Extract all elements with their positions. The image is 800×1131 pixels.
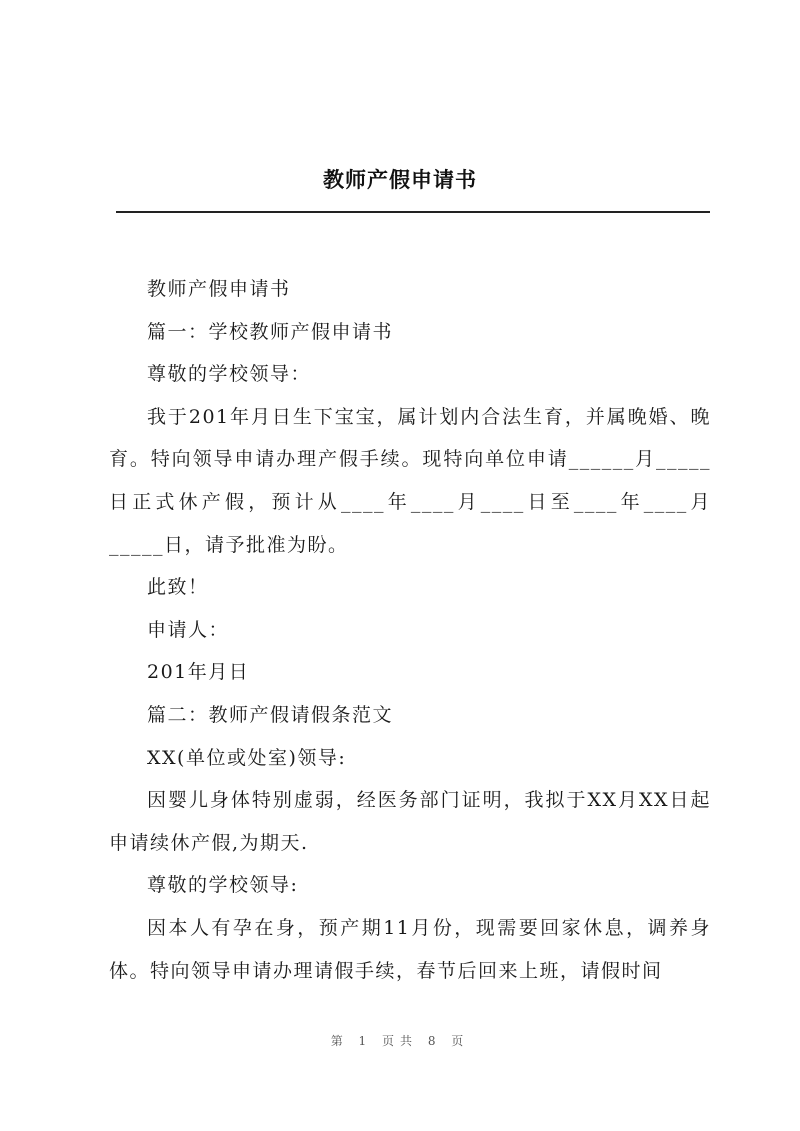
paragraph-heading: 教师产假申请书 [147, 278, 291, 300]
paragraph-date: 201年月日 [147, 661, 250, 684]
document-body [109, 268, 711, 992]
paragraph-salutation: 尊敬的学校领导： [147, 363, 312, 386]
paragraph-leave-request: 因本人有孕在身，预产期11月份，现需要回家休息，调养身体。特向领导申请办理请假手续，春节后回来上班，请假时间 [109, 916, 711, 982]
title-divider [116, 211, 710, 213]
paragraph-addressee: XX(单位或处室)领导: [147, 746, 347, 769]
paragraph-applicant: 申请人： [147, 618, 230, 641]
paragraph-section-one-title: 篇一：学校教师产假申请书 [147, 320, 394, 343]
paragraph-request-body: 我于201年月日生下宝宝，属计划内合法生育，并属晚婚、晚育。特向领导申请办理产假手续。现特向单位申请______月_____日正式休产假，预计从____年____月____日至____年____月_____日，请予批准为盼。 [109, 405, 711, 556]
paragraph-section-two-title: 篇二：教师产假请假条范文 [147, 703, 394, 726]
page-number-footer: 第 1 页共 8 页 [330, 1034, 470, 1048]
paragraph-extension-request: 因婴儿身体特别虚弱，经医务部门证明，我拟于XX月XX日起申请续休产假,为期天. [109, 789, 711, 854]
document-title: 教师产假申请书 [323, 167, 477, 192]
paragraph-salutation-two: 尊敬的学校领导: [147, 874, 299, 897]
paragraph-closing: 此致！ [147, 576, 209, 599]
